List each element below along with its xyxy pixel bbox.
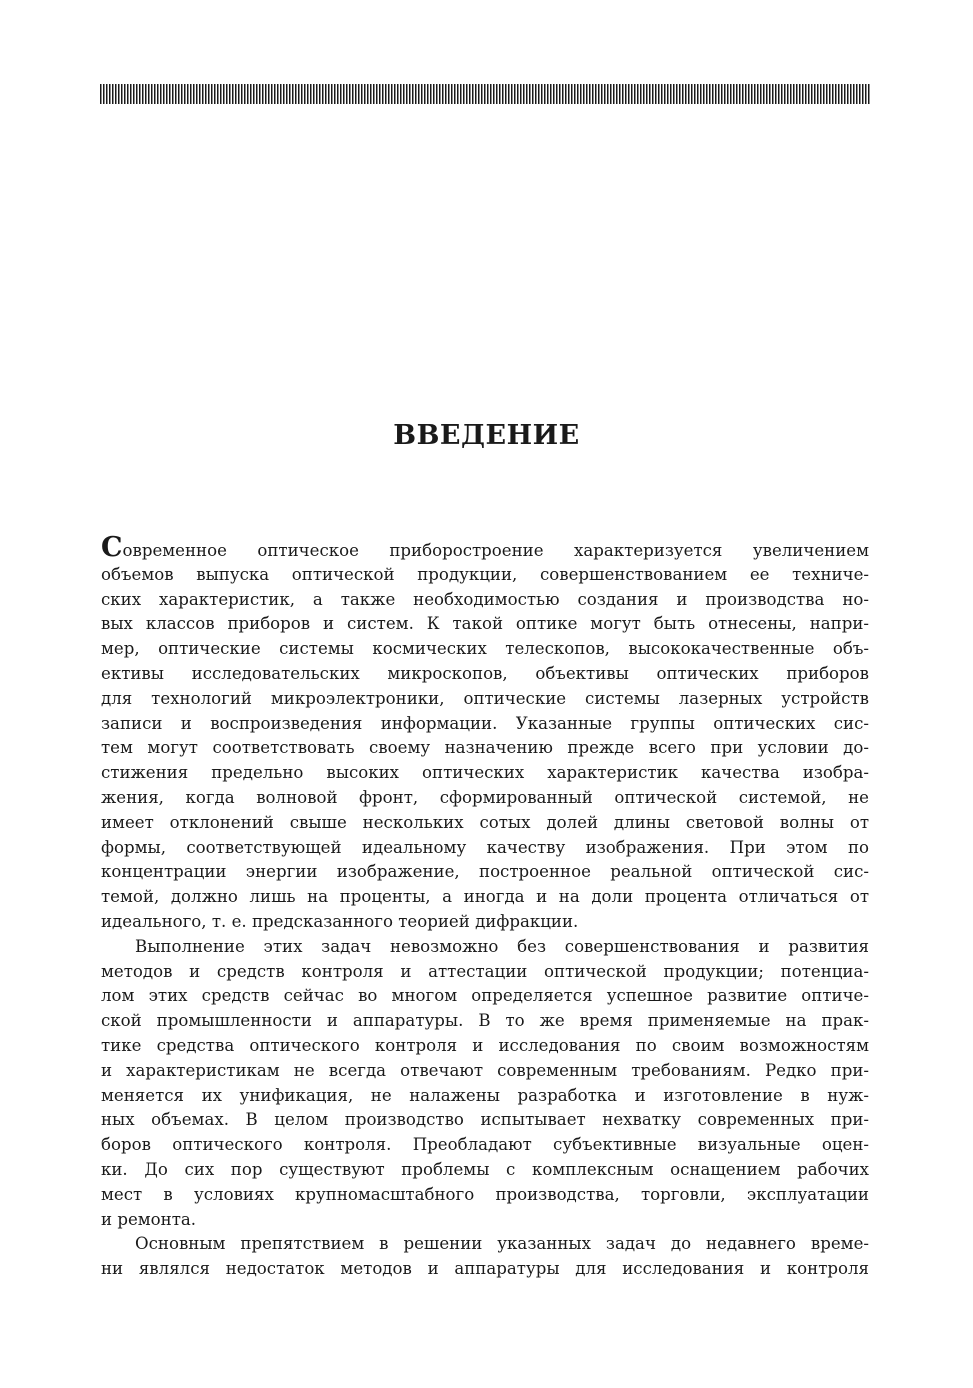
text-line: ных объемах. В целом производство испытывает нехватку современных при-	[101, 1110, 869, 1130]
text-line: имеет отклонений свыше нескольких сотых долей длины световой волны от	[101, 812, 869, 832]
text-line: Основным препятствием в решении указанных задач до недавнего време-	[135, 1234, 869, 1254]
text-line: ни являлся недостаток методов и аппаратуры для исследования и контроля	[101, 1259, 869, 1279]
text-line: объемов выпуска оптической продукции, совершенствованием ее техниче-	[101, 564, 869, 584]
text-line: Современное оптическое приборостроение характеризуется увеличением	[101, 532, 869, 563]
text-line: мест в условиях крупномасштабного производства, торговли, эксплуатации	[101, 1184, 869, 1204]
body-text	[101, 532, 869, 1282]
drop-cap: С	[101, 532, 123, 563]
text-line: вых классов приборов и систем. К такой оптике могут быть отнесены, напри-	[101, 614, 869, 634]
text-line: для технологий микроэлектроники, оптические системы лазерных устройств	[101, 688, 869, 708]
text-line: и характеристикам не всегда отвечают современным требованиям. Редко при-	[101, 1060, 869, 1080]
chapter-title: ВВЕДЕНИЕ	[393, 420, 580, 451]
text-line: концентрации энергии изображение, построенное реальной оптической сис-	[101, 862, 869, 882]
text-line: ки. До сих пор существуют проблемы с комплексным оснащением рабочих	[101, 1159, 869, 1179]
text-line: мер, оптические системы космических телескопов, высококачественные объ-	[101, 639, 869, 659]
text-line: и ремонта.	[101, 1209, 197, 1229]
text-line: записи и воспроизведения информации. Указанные группы оптических сис-	[101, 713, 869, 733]
text-line: стижения предельно высоких оптических характеристик качества изобра-	[101, 763, 869, 783]
text-line: ективы исследовательских микроскопов, объективы оптических приборов	[101, 663, 869, 683]
text-line: формы, соответствующей идеальному качеству изображения. При этом по	[101, 837, 869, 857]
text-line: ской промышленности и аппаратуры. В то же время применяемые на прак-	[101, 1011, 869, 1031]
header-rule	[100, 84, 870, 104]
text-line: лом этих средств сейчас во многом определяется успешное развитие оптиче-	[101, 986, 869, 1006]
text-line: ских характеристик, а также необходимостью создания и производства но-	[101, 589, 869, 609]
text-line: тем могут соответствовать своему назначению прежде всего при условии до-	[101, 738, 869, 758]
paragraph-3	[101, 1232, 869, 1282]
paragraph-2	[101, 935, 869, 1233]
paragraph-1	[101, 532, 869, 935]
text-line: Выполнение этих задач невозможно без совершенствования и развития	[135, 936, 869, 956]
text-line: темой, должно лишь на проценты, а иногда и на доли процента отличаться от	[101, 887, 869, 907]
text-line: жения, когда волновой фронт, сформированный оптической системой, не	[101, 787, 869, 807]
text-line: боров оптического контроля. Преобладают субъективные визуальные оцен-	[101, 1135, 869, 1155]
text-line: идеального, т. е. предсказанного теорией дифракции.	[101, 911, 579, 931]
text-line: тике средства оптического контроля и исследования по своим возможностям	[101, 1035, 869, 1055]
text-line: методов и средств контроля и аттестации оптической продукции; потенциа-	[101, 961, 869, 981]
text-line: меняется их унификация, не налажены разработка и изготовление в нуж-	[101, 1085, 869, 1105]
